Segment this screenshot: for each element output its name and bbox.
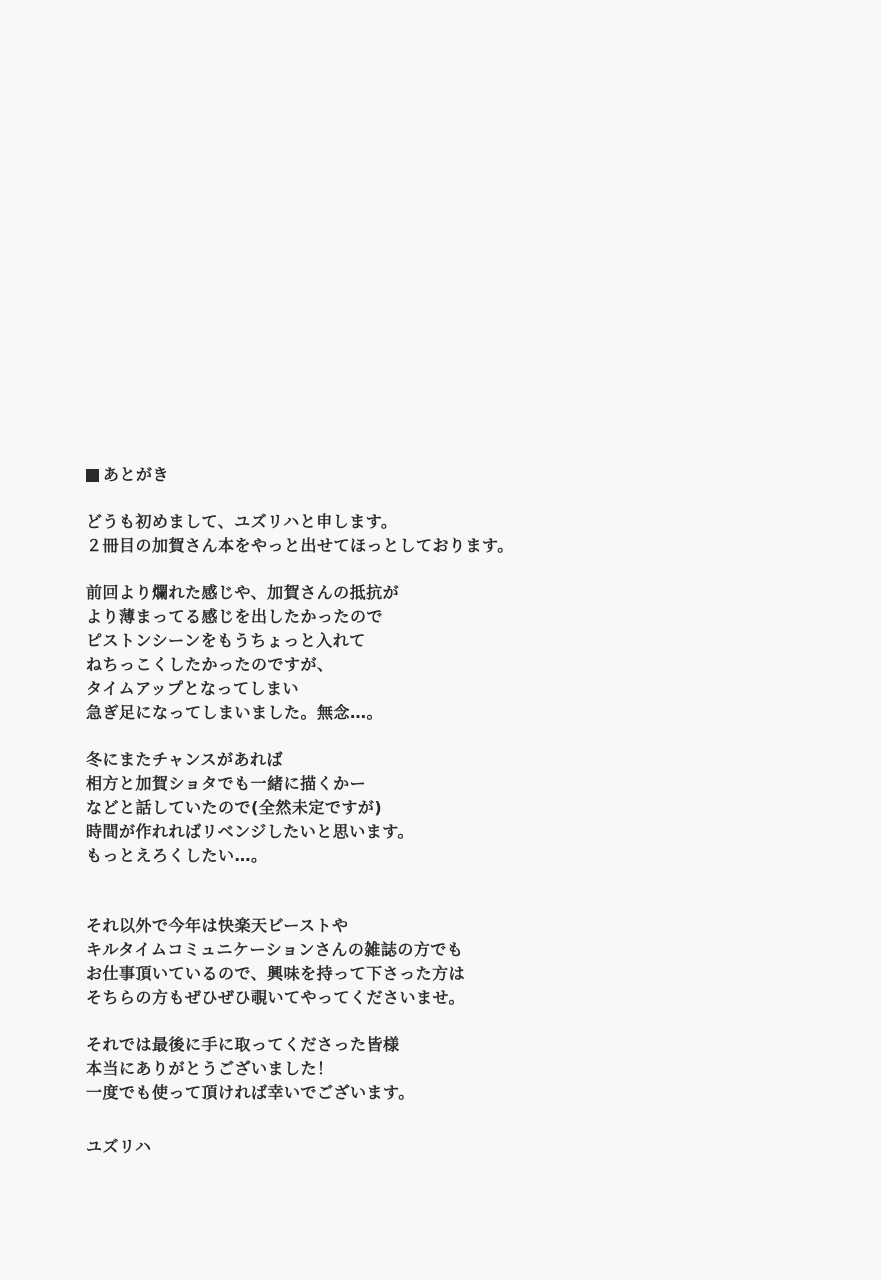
afterword-text-block [86,463,846,1159]
text-line: 一度でも使って頂ければ幸いでございます。 [86,1083,415,1102]
text-line: もっとえろくしたい…。 [86,846,268,865]
paragraph-greeting [86,510,846,558]
afterword-heading-text: あとがき [103,465,170,484]
paragraph-future [86,748,846,868]
text-line: 本当にありがとうございました！ [86,1059,334,1078]
author-signature: ユズリハ [86,1137,152,1156]
text-line: 急ぎ足になってしまいました。無念…。 [86,703,384,722]
text-line: 時間が作れればリベンジしたいと思います。 [86,822,415,841]
afterword-heading [86,463,846,487]
text-line: それでは最後に手に取ってくださった皆様 [86,1035,400,1054]
text-line: ２冊目の加賀さん本をやっと出せてほっとしております。 [86,536,514,555]
text-line: 前回より爛れた感じや、加賀さんの抵抗が [86,583,400,602]
text-line: キルタイムコミュニケーションさんの雑誌の方でも [86,940,464,959]
black-square-icon [86,469,99,482]
text-line: などと話していたので(全然未定ですが) [86,798,383,817]
paragraph-other-work [86,914,846,1010]
text-line: ピストンシーンをもうちょっと入れて [86,631,366,650]
paragraph-thanks [86,1033,846,1105]
text-line: ねちっこくしたかったのですが、 [86,655,334,674]
text-line: そちらの方もぜひぜひ覗いてやってくださいませ。 [86,988,466,1007]
text-line: 冬にまたチャンスがあれば [86,750,284,769]
paragraph-regret [86,581,846,725]
text-line: タイムアップとなってしまい [86,679,300,698]
text-line: お仕事頂いているので、興味を持って下さった方は [86,964,466,983]
text-line: より薄まってる感じを出したかったので [86,607,384,626]
text-line: どうも初めまして、ユズリハと申します。 [86,512,398,531]
text-line: 相方と加賀ショタでも一緒に描くかー [86,774,367,793]
text-line: それ以外で今年は快楽天ビーストや [86,916,349,935]
spacer [86,891,846,914]
